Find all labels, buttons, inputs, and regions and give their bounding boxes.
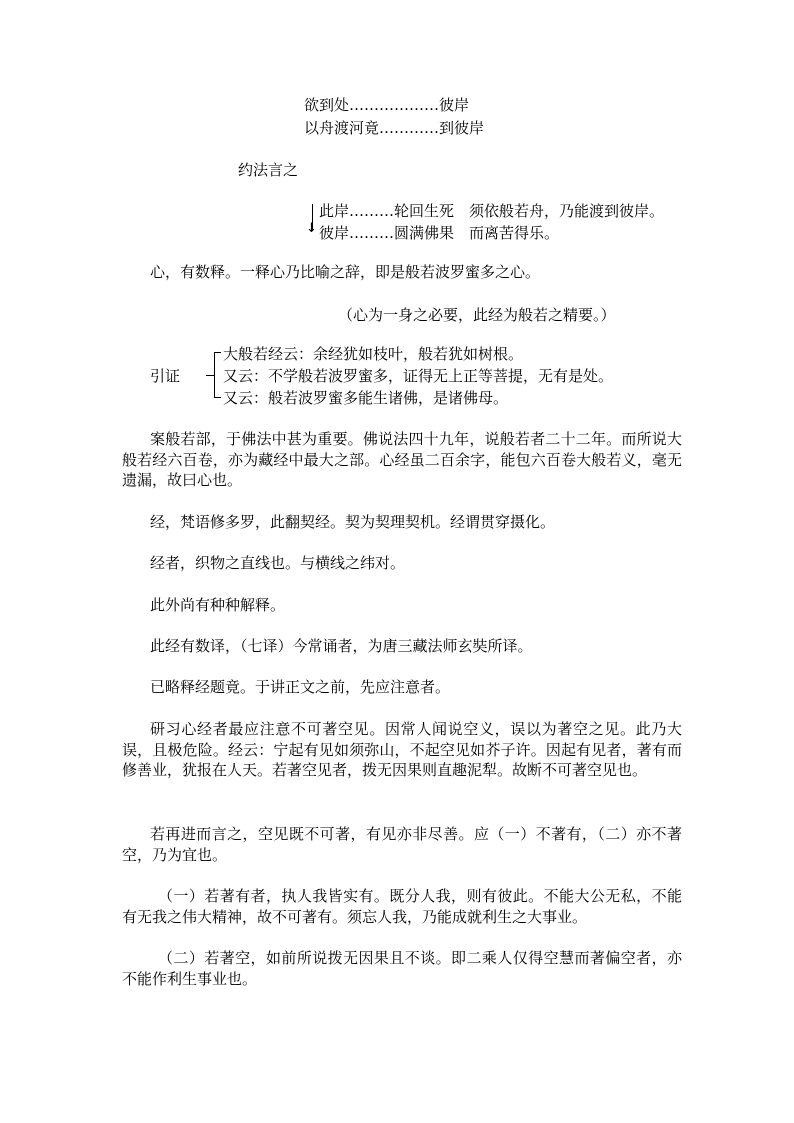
citation-label: 引证 bbox=[150, 367, 181, 385]
citation-bracket-bottom bbox=[214, 397, 221, 398]
heart-note: （心为一身之必要，此经为般若之精要。） bbox=[338, 306, 616, 324]
down-arrow-icon: ↓ bbox=[306, 221, 317, 236]
paragraph-2: 经，梵语修多罗，此翻契经。契为契理契机。经谓贯穿摄化。 bbox=[150, 513, 556, 531]
heart-paragraph: 心，有数释。一释心乃比喻之辞，即是般若波罗蜜多之心。 bbox=[150, 263, 541, 281]
citation-bracket bbox=[214, 352, 215, 398]
dharma-line-1: 此岸………轮回生死 须依般若舟，乃能渡到彼岸。 bbox=[319, 202, 665, 220]
paragraph-4: 此外尚有种种解释。 bbox=[150, 596, 286, 614]
paragraph-8: 若再进而言之，空见既不可著，有见亦非尽善。应（一）不著有，（二）亦不著空，乃为宜也。 bbox=[122, 825, 682, 864]
paragraph-3: 经者，织物之直线也。与横线之纬对。 bbox=[150, 554, 406, 572]
paragraph-1: 案般若部，于佛法中甚为重要。佛说法四十九年，说般若者二十二年。而所说大般若经六百卷，亦为藏经中最大之部。心经虽二百余字，能包六百卷大般若义，毫无遗漏，故曰心也。 bbox=[122, 430, 682, 489]
dharma-line-2: 彼岸………圆满佛果 而离苦得乐。 bbox=[319, 224, 560, 242]
citation-line-2: 又云：不学般若波罗蜜多，证得无上正等菩提，无有是处。 bbox=[223, 367, 614, 385]
paragraph-6: 已略释经题竟。于讲正文之前，先应注意者。 bbox=[150, 678, 451, 696]
paragraph-7: 研习心经者最应注意不可著空见。因常人闻说空义，误以为著空之见。此乃大误，且极危险。经云：宁起有见如须弥山，不起空见如芥子许。因起有见者，著有而修善业，犹报在人天。若著空见者，拨无因果则直趣泥犁。故断不可著空见也。 bbox=[122, 720, 682, 779]
dharma-heading: 约法言之 bbox=[238, 161, 299, 179]
citation-bracket-tick bbox=[206, 375, 214, 376]
citation-line-3: 又云：般若波罗蜜多能生诸佛，是诸佛母。 bbox=[223, 389, 509, 407]
metaphor-line-1: 欲到处………………彼岸 bbox=[304, 96, 470, 114]
paragraph-9: （一）若著有者，执人我皆实有。既分人我，则有彼此。不能大公无私，不能有无我之伟大精神，故不可著有。须忘人我，乃能成就利生之大事业。 bbox=[122, 887, 682, 926]
citation-line-1: 大般若经云：余经犹如枝叶，般若犹如树根。 bbox=[223, 345, 524, 363]
paragraph-10: （二）若著空，如前所说拨无因果且不谈。即二乘人仅得空慧而著偏空者，亦不能作利生事业也。 bbox=[122, 949, 682, 988]
paragraph-5: 此经有数译，（七译）今常诵者，为唐三藏法师玄奘所译。 bbox=[150, 637, 533, 655]
citation-bracket-top bbox=[214, 352, 221, 353]
metaphor-line-2: 以舟渡河竟…………到彼岸 bbox=[304, 119, 485, 137]
